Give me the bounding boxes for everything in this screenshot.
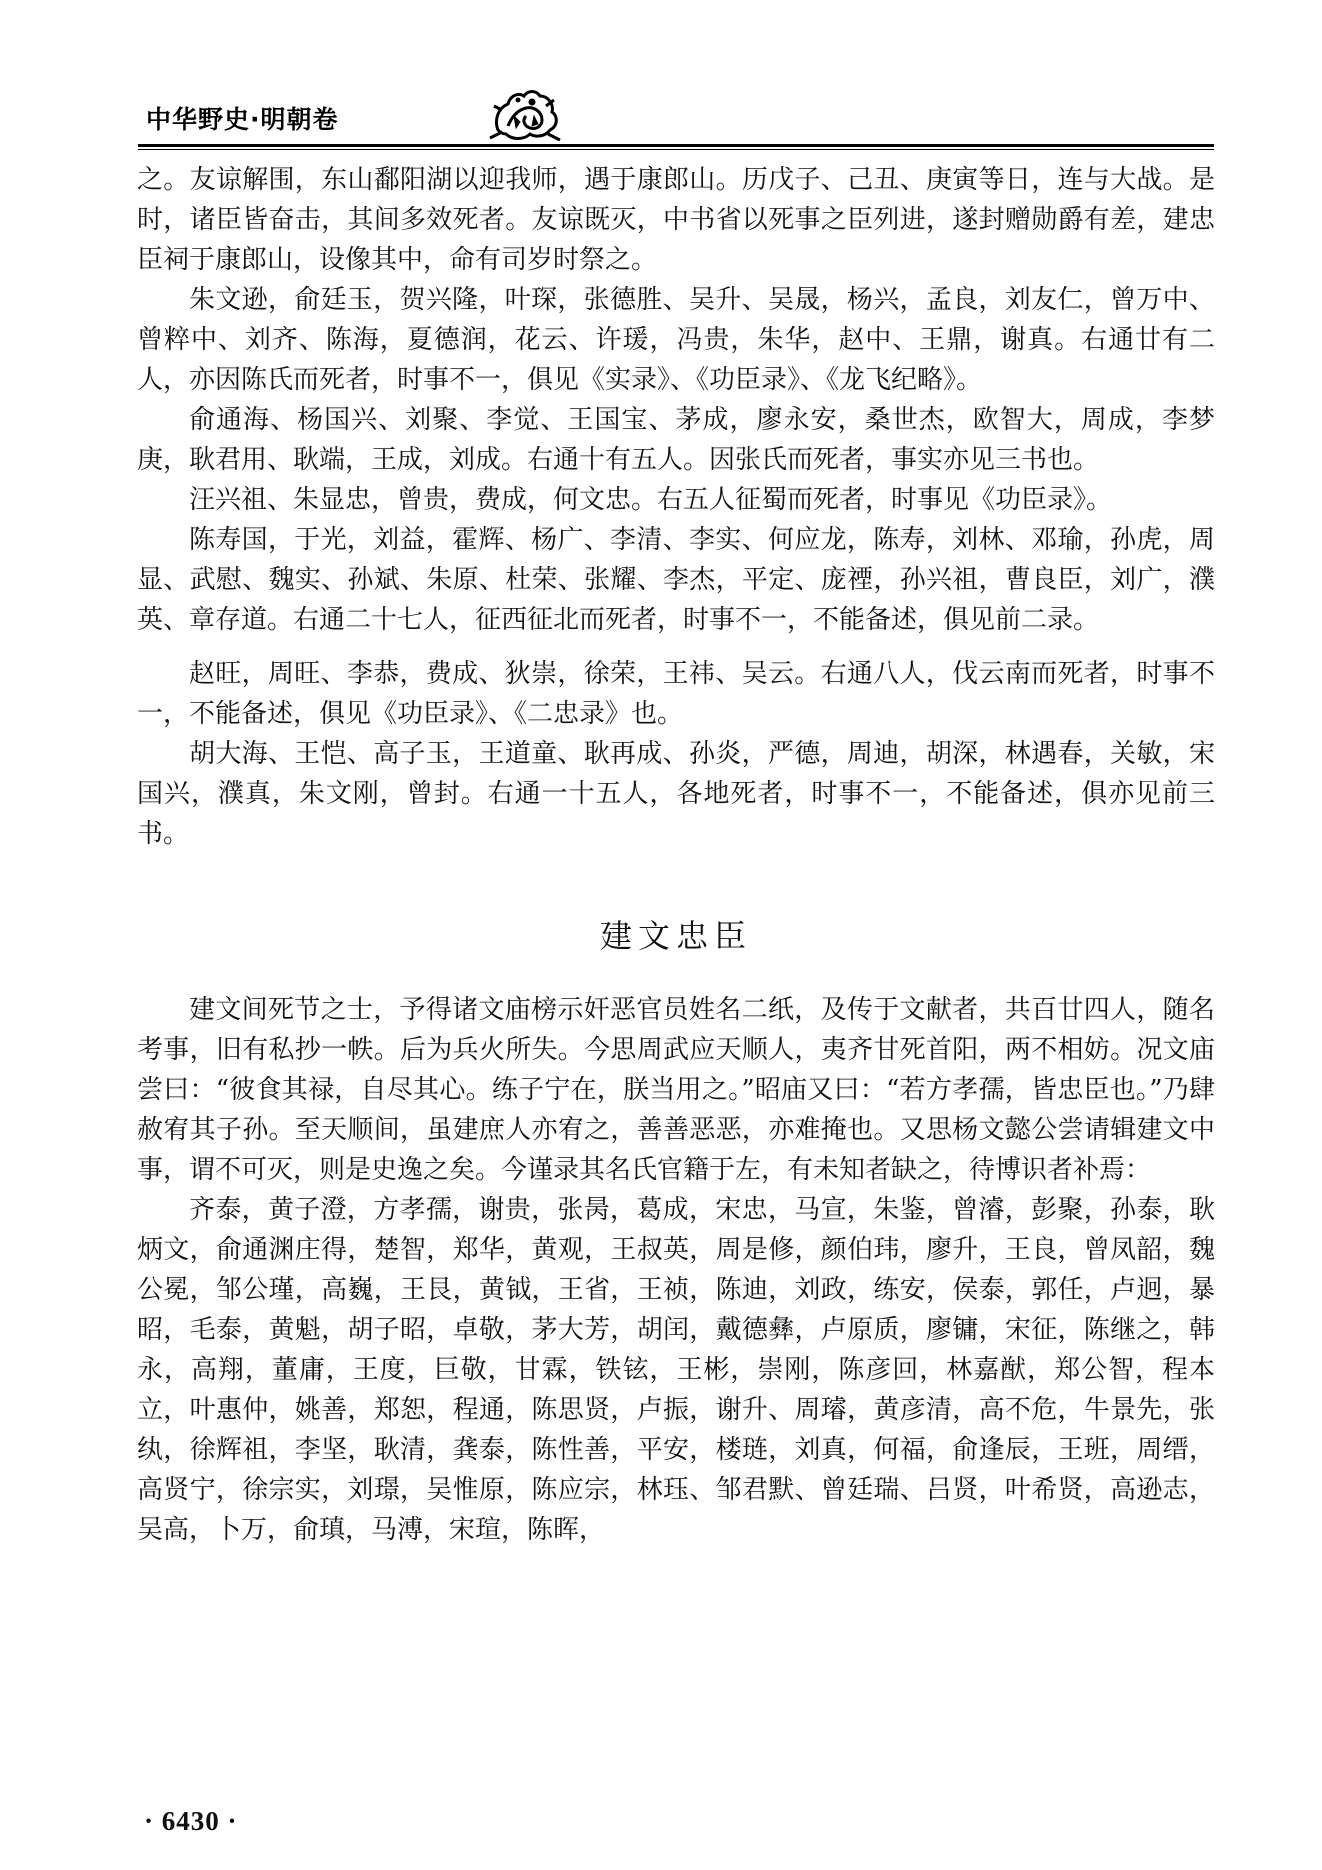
paragraph: 汪兴祖、朱显忠，曾贵，费成，何文忠。右五人征蜀而死者，时事见《功臣录》。 (189, 485, 1113, 515)
paragraph: 齐泰，黄子澄，方孝孺，谢贵，张昺，葛成，宋忠，马宣，朱鉴，曾濬，彭聚，孙泰，耿炳文，俞通渊庄得，楚智，郑华，黄观，王叔英，周是修，颜伯玮，廖升，王良，曾凤韶，魏公冕，邹公瑾，高巍，王艮，黄钺，王省，王祯，陈迪，刘政，练安，侯泰，郭任，卢迥，暴昭，毛泰，黄魁，胡子昭，卓敬，茅大芳，胡闰，戴德彝，卢原质，廖镛，宋征，陈继之，韩永，高翔，董庸，王度，巨敬，甘霖，铁铉，王彬，崇刚，陈彦回，林嘉猷，郑公智，程本立，叶惠仲，姚善，郑恕，程通，陈思贤，卢振，谢升、周璿，黄彦清，高不危，牛景先，张纨，徐辉祖，李坚，耿清，龚泰，陈性善，平安，楼琏，刘真，何福，俞逢辰，王班，周缙，高贤宁，徐宗实，刘璟，吴惟原，陈应宗，林珏、邹君默、曾廷瑞、吕贤，叶希贤，高逊志，吴高，卜万，俞瑱，马溥，宋瑄，陈晖， (137, 1195, 1215, 1545)
paragraph: 建文间死节之士，予得诸文庙榜示奸恶官员姓名二纸，及传于文献者，共百廿四人，随名考事，旧有私抄一帙。后为兵火所失。今思周武应天顺人，夷齐甘死首阳，两不相妨。况文庙尝曰：“彼食其禄，自尽其心。练子宁在，朕当用之。”昭庙又曰：“若方孝孺，皆忠臣也。”乃肆赦宥其子孙。至天顺间，虽建庶人亦宥之，善善恶恶，亦难掩也。又思杨文懿公尝请辑建文中事，谓不可灭，则是史逸之矣。今谨录其名氏官籍于左，有未知者缺之，待博识者补焉： (137, 995, 1215, 1185)
paragraph: 之。友谅解围，东山鄱阳湖以迎我师，遇于康郎山。历戊子、己丑、庚寅等日，连与大战。是时，诸臣皆奋击，其间多效死者。友谅既灭，中书省以死事之臣列进，遂封赠勋爵有差，建忠臣祠于康郎山，设像其中，命有司岁时祭之。 (137, 165, 1215, 275)
paragraph: 陈寿国，于光，刘益，霍辉、杨广、李清、李实、何应龙，陈寿，刘林、邓瑜，孙虎，周显、武慰、魏实、孙斌、朱原、杜荣、张耀、李杰，平定、庞禋，孙兴祖，曹良臣，刘广，濮英、章存道。右通二十七人，征西征北而死者，时事不一，不能备述，俱见前二录。 (137, 525, 1215, 635)
dragon-emblem-icon (488, 86, 562, 146)
paragraph: 胡大海、王恺、高子玉，王道童、耿再成、孙炎，严德，周迪，胡深，林遇春，关敏，宋国兴，濮真，朱文刚，曾封。右通一十五人，各地死者，时事不一，不能备述，俱亦见前三书。 (137, 739, 1215, 849)
header-rule-thin (138, 149, 1214, 150)
paragraph: 赵旺，周旺、李恭，费成、狄崇，徐荣，王祎、吴云。右通八人，伐云南而死者，时事不一，不能备述，俱见《功臣录》、《二忠录》也。 (137, 659, 1215, 729)
paragraph: 朱文逊，俞廷玉，贺兴隆，叶琛，张德胜、吴升、吴晟，杨兴，孟良，刘友仁，曾万中、曾粹中、刘齐、陈海，夏德润，花云、许瑗，冯贵，朱华，赵中、王鼎，谢真。右通廿有二人，亦因陈氏而死者，时事不一，俱见《实录》、《功臣录》、《龙飞纪略》。 (137, 285, 1215, 395)
main-text (137, 160, 1215, 1550)
running-title: 中华野史·明朝卷 (146, 105, 339, 134)
page-number: · 6430 · (144, 1806, 238, 1836)
paragraph: 俞通海、杨国兴、刘聚、李觉、王国宝、茅成，廖永安，桑世杰，欧智大，周成，李梦庚，耿君用、耿端，王成，刘成。右通十有五人。因张氏而死者，事实亦见三书也。 (137, 405, 1215, 475)
page-header (138, 86, 1214, 150)
section-heading: 建文忠臣 (599, 917, 752, 955)
header-rule-thick (138, 144, 1214, 147)
